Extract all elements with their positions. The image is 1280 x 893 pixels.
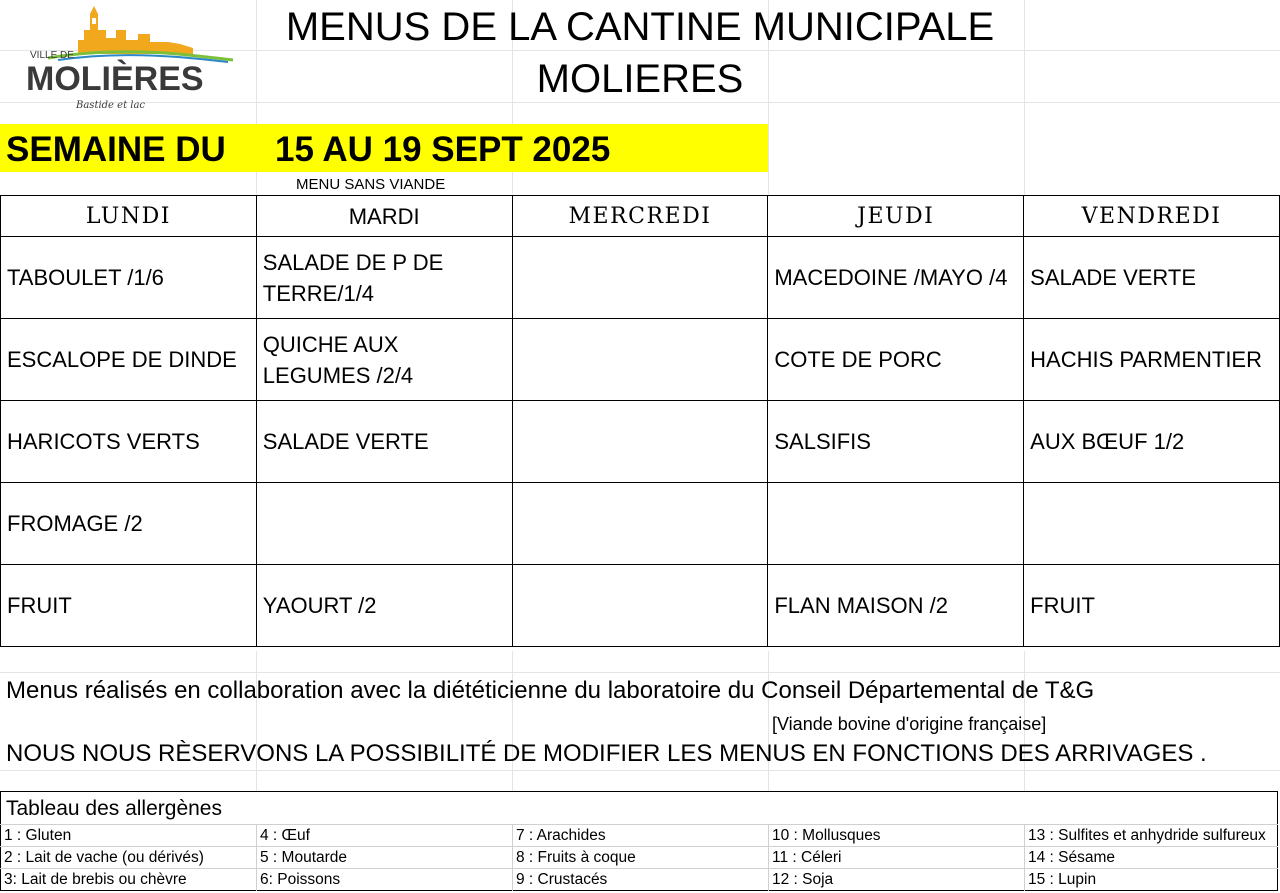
menu-cell (512, 319, 768, 401)
allergen-item: 2 : Lait de vache (ou dérivés) (4, 849, 204, 866)
menu-cell: SALADE VERTE (1024, 237, 1280, 319)
grid-line (1024, 824, 1025, 891)
grid-line (0, 846, 1278, 847)
allergen-item: 12 : Soja (772, 871, 834, 888)
page-title: MENUS DE LA CANTINE MUNICIPALE (285, 5, 995, 49)
menu-cell (512, 565, 768, 647)
day-header-mercredi: MERCREDI (512, 196, 768, 237)
menu-cell: SALADE DE P DE TERRE/1/4 (256, 237, 512, 319)
grid-line (768, 824, 769, 891)
menu-cell: FROMAGE /2 (1, 483, 257, 565)
allergen-item: 13 : Sulfites et anhydride sulfureux (1028, 827, 1266, 844)
menu-cell: FRUIT (1, 565, 257, 647)
collaboration-note: Menus réalisés en collaboration avec la diététicienne du laboratoire du Conseil Départemental de T&G (6, 677, 1095, 704)
allergen-item: 5 : Moutarde (260, 849, 348, 866)
menu-cell: SALADE VERTE (256, 401, 512, 483)
grid-line (0, 672, 1280, 673)
grid-line (0, 824, 1278, 825)
allergen-item: 1 : Gluten (4, 827, 72, 844)
allergen-item: 14 : Sésame (1028, 849, 1116, 866)
logo-tagline: Bastide et lac (76, 100, 146, 111)
menu-cell: QUICHE AUX LEGUMES /2/4 (256, 319, 512, 401)
allergen-title: Tableau des allergènes (6, 797, 222, 820)
menu-cell: MACEDOINE /MAYO /4 (768, 237, 1024, 319)
menu-cell: AUX BŒUF 1/2 (1024, 401, 1280, 483)
menu-cell: TABOULET /1/6 (1, 237, 257, 319)
allergen-item: 3: Lait de brebis ou chèvre (4, 871, 187, 888)
grid-line (256, 824, 257, 891)
menu-cell (256, 483, 512, 565)
menu-row (1, 401, 1280, 483)
allergen-item: 15 : Lupin (1028, 871, 1097, 888)
page-subtitle: MOLIERES (536, 57, 744, 101)
menu-cell: COTE DE PORC (768, 319, 1024, 401)
day-header-mardi: MARDI (256, 196, 512, 237)
menu-cell (512, 237, 768, 319)
menu-cell (512, 483, 768, 565)
allergen-item: 8 : Fruits à coque (516, 849, 636, 866)
menu-cell: SALSIFIS (768, 401, 1024, 483)
menu-cell: FRUIT (1024, 565, 1280, 647)
menu-row (1, 565, 1280, 647)
day-header-row (1, 196, 1280, 237)
day-header-lundi: LUNDI (1, 196, 257, 237)
menu-row (1, 237, 1280, 319)
allergen-item: 10 : Mollusques (772, 827, 881, 844)
allergen-item: 9 : Crustacés (516, 871, 608, 888)
allergen-item: 4 : Œuf (260, 827, 310, 844)
logo-name: MOLIÈRES (26, 60, 204, 98)
logo-ville-de: VILLE DE (30, 50, 74, 61)
menu-cell (512, 401, 768, 483)
town-skyline-icon (18, 0, 243, 118)
allergen-item: 7 : Arachides (516, 827, 606, 844)
reservation-note: NOUS NOUS RÈSERVONS LA POSSIBILITÉ DE MODIFIER LES MENUS EN FONCTIONS DES ARRIVAGES . (6, 740, 1207, 767)
menu-note: MENU SANS VIANDE (296, 176, 446, 193)
grid-line (1024, 0, 1025, 195)
allergen-item: 6: Poissons (260, 871, 341, 888)
menu-row (1, 483, 1280, 565)
day-header-vendredi: VENDREDI (1024, 196, 1280, 237)
menu-cell (768, 483, 1024, 565)
menu-cell: YAOURT /2 (256, 565, 512, 647)
molieres-logo (18, 0, 243, 118)
grid-line (0, 770, 1280, 771)
grid-line (0, 868, 1278, 869)
allergen-item: 11 : Céleri (772, 849, 842, 866)
menu-cell: FLAN MAISON /2 (768, 565, 1024, 647)
menu-table (0, 195, 1280, 647)
week-label: SEMAINE DU (6, 130, 226, 169)
menu-cell: ESCALOPE DE DINDE (1, 319, 257, 401)
menu-cell: HARICOTS VERTS (1, 401, 257, 483)
menu-cell (1024, 483, 1280, 565)
grid-line (512, 824, 513, 891)
menu-row (1, 319, 1280, 401)
beef-origin-note: [Viande bovine d'origine française] (772, 714, 1047, 734)
menu-cell: HACHIS PARMENTIER (1024, 319, 1280, 401)
week-dates: 15 AU 19 SEPT 2025 (275, 130, 611, 169)
day-header-jeudi: JEUDI (768, 196, 1024, 237)
